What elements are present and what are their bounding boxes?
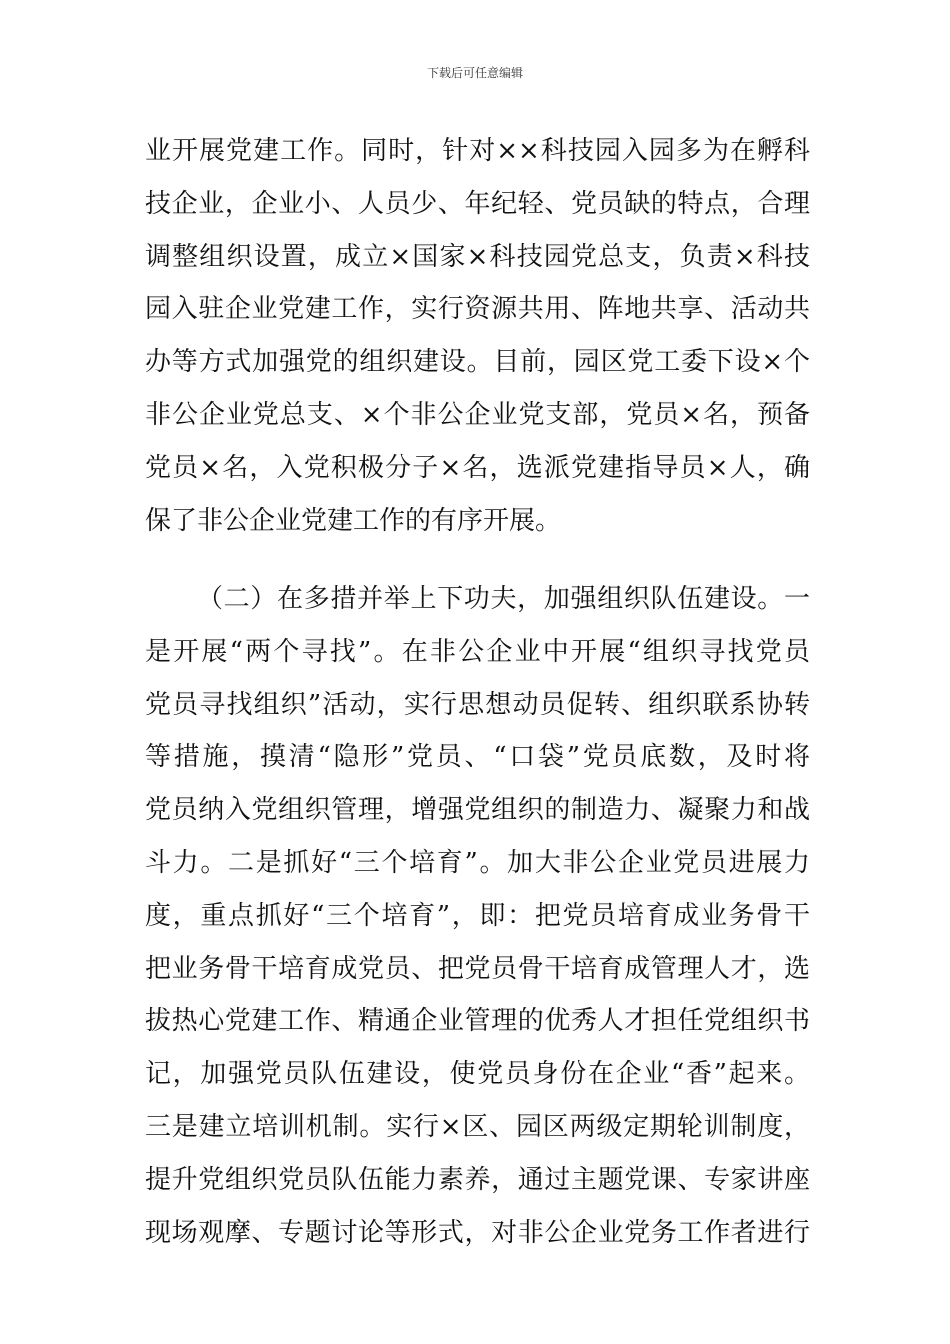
text-line: 园入驻企业党建工作，实行资源共用、阵地共享、活动共 bbox=[145, 294, 810, 325]
paragraph-2 bbox=[145, 573, 810, 1259]
text-line: 现场观摩、专题讨论等形式，对非公企业党务工作者进行 bbox=[145, 1217, 810, 1248]
text-line: 调整组织设置，成立×国家×科技园党总支，负责×科技 bbox=[145, 241, 810, 272]
text-line: 等措施，摸清“隐形”党员、“口袋”党员底数，及时将 bbox=[145, 742, 810, 773]
text-line: 是开展“两个寻找”。在非公企业中开展“组织寻找党员 bbox=[145, 636, 810, 667]
text-line: 记，加强党员队伍建设，使党员身份在企业“香”起来。 bbox=[145, 1059, 810, 1090]
text-line: 党员寻找组织”活动，实行思想动员促转、组织联系协转 bbox=[145, 689, 810, 720]
text-line: 斗力。二是抓好“三个培育”。加大非公企业党员进展力 bbox=[145, 847, 810, 878]
text-line: 度，重点抓好“三个培育”，即：把党员培育成业务骨干 bbox=[145, 900, 810, 931]
text-line: 把业务骨干培育成党员、把党员骨干培育成管理人才，选 bbox=[145, 953, 810, 984]
paragraph-1 bbox=[145, 125, 810, 547]
page-header: 下载后可任意编辑 bbox=[426, 66, 523, 80]
text-line: 三是建立培训机制。实行×区、园区两级定期轮训制度， bbox=[145, 1111, 810, 1142]
text-line: （二）在多措并举上下功夫，加强组织队伍建设。一 bbox=[197, 584, 810, 614]
text-line: 技企业，企业小、人员少、年纪轻、党员缺的特点，合理 bbox=[145, 188, 810, 219]
text-line: 业开展党建工作。同时，针对××科技园入园多为在孵科 bbox=[145, 136, 810, 166]
text-line: 提升党组织党员队伍能力素养，通过主题党课、专家讲座 bbox=[145, 1164, 810, 1195]
text-line: 非公企业党总支、×个非公企业党支部，党员×名，预备 bbox=[145, 399, 810, 430]
text-line: 拔热心党建工作、精通企业管理的优秀人才担任党组织书 bbox=[145, 1006, 810, 1037]
text-line: 党员纳入党组织管理，增强党组织的制造力、凝聚力和战 bbox=[145, 795, 810, 826]
text-line: 办等方式加强党的组织建设。目前，园区党工委下设×个 bbox=[145, 347, 810, 378]
text-line: 党员×名，入党积极分子×名，选派党建指导员×人，确 bbox=[145, 452, 810, 483]
text-line: 保了非公企业党建工作的有序开展。 bbox=[145, 505, 562, 536]
